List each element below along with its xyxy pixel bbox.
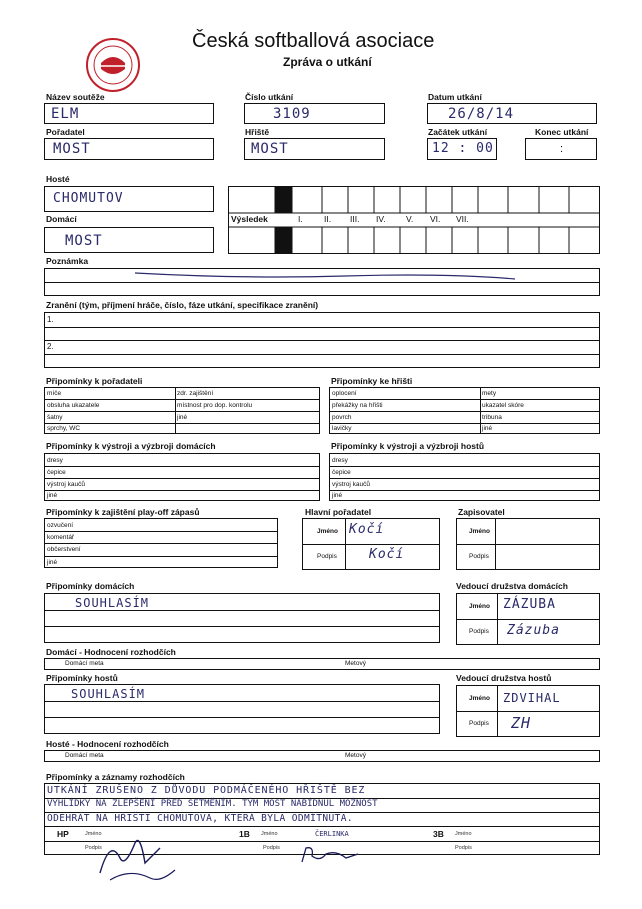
guest-remarks-box[interactable] bbox=[44, 684, 440, 734]
date-field[interactable] bbox=[427, 103, 597, 124]
home-eval-a: Domácí meta bbox=[65, 660, 104, 667]
umpire-1b-name-value: ČERLINKA bbox=[315, 830, 349, 838]
home-umpire-eval-box[interactable] bbox=[44, 658, 600, 670]
row-divider bbox=[45, 556, 277, 557]
umpire-hp-sign-label: Podpis bbox=[85, 845, 102, 851]
result-label: Výsledek bbox=[231, 214, 268, 224]
csa-logo bbox=[85, 37, 141, 93]
umpire-note-line: ODEHRÁT NA HŘIŠTI CHOMUTOVA, KTERÁ BYLA ODMÍTNUTA. bbox=[47, 813, 353, 824]
home-manager-name-value: ZÁZUBA bbox=[503, 597, 556, 612]
main-org-sign-label: Podpis bbox=[317, 553, 337, 560]
playoff-title: Připomínky k zajištění play-off zápasů bbox=[46, 507, 200, 517]
umpire-notes-title: Připomínky a záznamy rozhodčích bbox=[46, 772, 185, 782]
scorer-box[interactable] bbox=[456, 518, 600, 570]
home-gear-item: dresy bbox=[47, 457, 63, 464]
home-remarks-title: Připomínky domácích bbox=[46, 581, 135, 591]
inning-1: I. bbox=[298, 214, 303, 224]
competition-label: Název soutěže bbox=[46, 92, 105, 102]
guest-manager-title: Vedoucí družstva hostů bbox=[456, 673, 552, 683]
end-field[interactable] bbox=[525, 138, 597, 160]
playoff-item: jiné bbox=[47, 559, 58, 566]
field-item: mety bbox=[482, 390, 497, 397]
guests-label: Hosté bbox=[46, 174, 70, 184]
row-divider bbox=[330, 411, 599, 412]
main-organizer-box[interactable] bbox=[302, 518, 440, 570]
injury-divider bbox=[45, 327, 599, 328]
organizer-remarks-title: Připomínky k pořadateli bbox=[46, 376, 143, 386]
inning-5: V. bbox=[406, 214, 414, 224]
guest-manager-name-value: ZDVIHAL bbox=[503, 691, 561, 705]
org-item: zdr. zajištění bbox=[177, 390, 214, 397]
field-value: MOST bbox=[251, 141, 289, 157]
row-divider bbox=[330, 466, 599, 467]
row-divider bbox=[303, 544, 439, 545]
start-value: 12 : 00 bbox=[432, 141, 494, 156]
page-subtitle: Zpráva o utkání bbox=[283, 55, 372, 69]
inning-7: VII. bbox=[456, 214, 469, 224]
home-manager-title: Vedoucí družstva domácích bbox=[456, 581, 568, 591]
injuries-field[interactable] bbox=[44, 312, 600, 368]
field-item: překážky na hřišti bbox=[332, 402, 383, 409]
field-label: Hřiště bbox=[245, 127, 270, 137]
home-manager-box[interactable] bbox=[456, 593, 600, 645]
home-manager-name-label: Jméno bbox=[469, 603, 490, 610]
guest-manager-sign-value: ZH bbox=[511, 714, 532, 732]
org-item: obsluha ukazatele bbox=[47, 402, 100, 409]
guest-umpire-eval-box[interactable] bbox=[44, 750, 600, 762]
main-organizer-title: Hlavní pořadatel bbox=[305, 507, 372, 517]
main-org-name-value: Kočí bbox=[349, 522, 385, 537]
umpire-note-line: VYHLÍDKY NA ZLEPŠENÍ PŘED SETMĚNÍM. TÝM MOST NABÍDNUL MOŽNOST bbox=[47, 799, 378, 809]
row-divider bbox=[457, 619, 599, 620]
row-divider bbox=[330, 399, 599, 400]
org-item: šatny bbox=[47, 414, 63, 421]
field-item: tribuna bbox=[482, 414, 502, 421]
umpire-3b-label: 3B bbox=[433, 829, 444, 839]
guest-gear-box[interactable] bbox=[329, 453, 600, 501]
inning-6: VI. bbox=[430, 214, 441, 224]
guest-eval-b: Metový bbox=[345, 752, 366, 759]
guest-gear-item: čepice bbox=[332, 469, 351, 476]
row-divider bbox=[45, 478, 319, 479]
guests-value: CHOMUTOV bbox=[53, 191, 124, 206]
guest-remarks-title: Připomínky hostů bbox=[46, 673, 118, 683]
row-divider bbox=[45, 701, 439, 702]
field-item: povrch bbox=[332, 414, 352, 421]
row-divider bbox=[45, 826, 599, 827]
org-item: jiné bbox=[177, 414, 188, 421]
hp-signature bbox=[90, 828, 200, 888]
org-item: míče bbox=[47, 390, 62, 397]
row-divider bbox=[330, 490, 599, 491]
row-divider bbox=[330, 478, 599, 479]
field-remarks-box[interactable] bbox=[329, 387, 600, 434]
row-divider bbox=[45, 423, 319, 424]
main-org-name-label: Jméno bbox=[317, 528, 338, 535]
playoff-box[interactable] bbox=[44, 518, 278, 568]
injury-divider bbox=[45, 354, 599, 355]
row-divider bbox=[457, 711, 599, 712]
injury-row-1: 1. bbox=[47, 315, 54, 324]
umpire-1b-sign-label: Podpis bbox=[263, 845, 280, 851]
organizer-label: Pořadatel bbox=[46, 127, 85, 137]
playoff-item: občerstvení bbox=[47, 546, 81, 553]
game-number-label: Číslo utkání bbox=[245, 92, 294, 102]
row-divider bbox=[45, 466, 319, 467]
date-label: Datum utkání bbox=[428, 92, 482, 102]
inning-4: IV. bbox=[376, 214, 386, 224]
date-value: 26/8/14 bbox=[448, 106, 515, 122]
page-title: Česká softballová asociace bbox=[192, 30, 435, 52]
field-item: oplocení bbox=[332, 390, 357, 397]
umpire-1b-name-label: Jméno bbox=[261, 831, 278, 837]
guest-gear-item: výstroj kaučů bbox=[332, 481, 370, 488]
guest-manager-sign-label: Podpis bbox=[469, 720, 489, 727]
main-org-sign-value: Kočí bbox=[369, 547, 405, 562]
game-number-value: 3109 bbox=[273, 106, 311, 122]
injury-row-2: 2. bbox=[47, 342, 54, 351]
umpire-3b-sign-label: Podpis bbox=[455, 845, 472, 851]
home-umpire-eval-title: Domácí - Hodnocení rozhodčích bbox=[46, 647, 176, 657]
guest-remarks-text: SOUHLASÍM bbox=[71, 687, 146, 701]
start-field[interactable] bbox=[427, 138, 497, 160]
field-field[interactable] bbox=[244, 138, 385, 160]
home-gear-title: Připomínky k výstroji a výzbroji domácích bbox=[46, 441, 216, 451]
umpire-3b-name-label: Jméno bbox=[455, 831, 472, 837]
home-remarks-box[interactable] bbox=[44, 593, 440, 643]
col-divider bbox=[480, 388, 481, 433]
home-gear-item: čepice bbox=[47, 469, 66, 476]
scorer-sign-label: Podpis bbox=[469, 553, 489, 560]
note-strike bbox=[45, 269, 601, 297]
org-item: sprchy, WC bbox=[47, 425, 81, 432]
guest-manager-name-label: Jméno bbox=[469, 695, 490, 702]
note-field[interactable] bbox=[44, 268, 600, 296]
inning-3: III. bbox=[350, 214, 360, 224]
guest-gear-title: Připomínky k výstroji a výzbroji hostů bbox=[331, 441, 485, 451]
home-manager-sign-label: Podpis bbox=[469, 628, 489, 635]
end-value: : bbox=[560, 143, 564, 155]
guests-field[interactable] bbox=[44, 186, 214, 212]
col-divider bbox=[497, 686, 498, 736]
field-item: ukazatel skóre bbox=[482, 402, 524, 409]
row-divider bbox=[45, 411, 319, 412]
competition-value: ELM bbox=[51, 106, 80, 122]
umpire-note-line: UTKÁNÍ ZRUŠENO Z DŮVODU PODMÁČENÉHO HŘIŠTĚ BEZ bbox=[47, 785, 366, 796]
col-divider bbox=[497, 594, 498, 644]
row-divider bbox=[45, 399, 319, 400]
home-gear-item: jiné bbox=[47, 492, 58, 499]
home-field[interactable] bbox=[44, 227, 214, 253]
guest-gear-item: jiné bbox=[332, 492, 343, 499]
end-label: Konec utkání bbox=[535, 127, 589, 137]
guest-eval-a: Domácí meta bbox=[65, 752, 104, 759]
home-gear-box[interactable] bbox=[44, 453, 320, 501]
home-manager-sign-value: Zázuba bbox=[507, 623, 560, 638]
guest-gear-item: dresy bbox=[332, 457, 348, 464]
injury-divider bbox=[45, 340, 599, 341]
row-divider bbox=[45, 717, 439, 718]
umpire-hp-label: HP bbox=[57, 829, 69, 839]
umpire-1b-label: 1B bbox=[239, 829, 250, 839]
organizer-field[interactable] bbox=[44, 138, 214, 160]
injuries-label: Zranění (tým, příjmení hráče, číslo, fáze utkání, specifikace zranění) bbox=[46, 300, 319, 310]
competition-field[interactable] bbox=[44, 103, 214, 124]
row-divider bbox=[45, 610, 439, 611]
home-label: Domácí bbox=[46, 214, 77, 224]
home-value: MOST bbox=[65, 233, 103, 249]
home-eval-b: Metový bbox=[345, 660, 366, 667]
row-divider bbox=[45, 543, 277, 544]
col-divider bbox=[175, 388, 176, 433]
1b-signature bbox=[296, 842, 366, 868]
score-grid bbox=[228, 186, 600, 254]
col-divider bbox=[495, 519, 496, 569]
scorer-name-label: Jméno bbox=[469, 528, 490, 535]
organizer-value: MOST bbox=[53, 141, 91, 157]
umpire-hp-name-label: Jméno bbox=[85, 831, 102, 837]
row-divider bbox=[45, 490, 319, 491]
playoff-item: komentář bbox=[47, 534, 75, 541]
home-gear-item: výstroj kaučů bbox=[47, 481, 85, 488]
org-item: místnost pro dop. kontrolu bbox=[177, 402, 253, 409]
col-divider bbox=[345, 519, 346, 569]
organizer-remarks-box[interactable] bbox=[44, 387, 320, 434]
home-remarks-text: SOUHLASÍM bbox=[75, 596, 150, 610]
start-label: Začátek utkání bbox=[428, 127, 488, 137]
scorer-title: Zapisovatel bbox=[458, 507, 505, 517]
field-remarks-title: Připomínky ke hřišti bbox=[331, 376, 413, 386]
row-divider bbox=[457, 544, 599, 545]
field-item: jiné bbox=[482, 425, 493, 432]
playoff-item: ozvučení bbox=[47, 522, 74, 529]
row-divider bbox=[45, 531, 277, 532]
row-divider bbox=[330, 423, 599, 424]
game-number-field[interactable] bbox=[244, 103, 385, 124]
inning-2: II. bbox=[324, 214, 332, 224]
guest-manager-box[interactable] bbox=[456, 685, 600, 737]
guest-umpire-eval-title: Hosté - Hodnocení rozhodčích bbox=[46, 739, 169, 749]
row-divider bbox=[45, 626, 439, 627]
note-label: Poznámka bbox=[46, 256, 89, 266]
field-item: lavičky bbox=[332, 425, 352, 432]
